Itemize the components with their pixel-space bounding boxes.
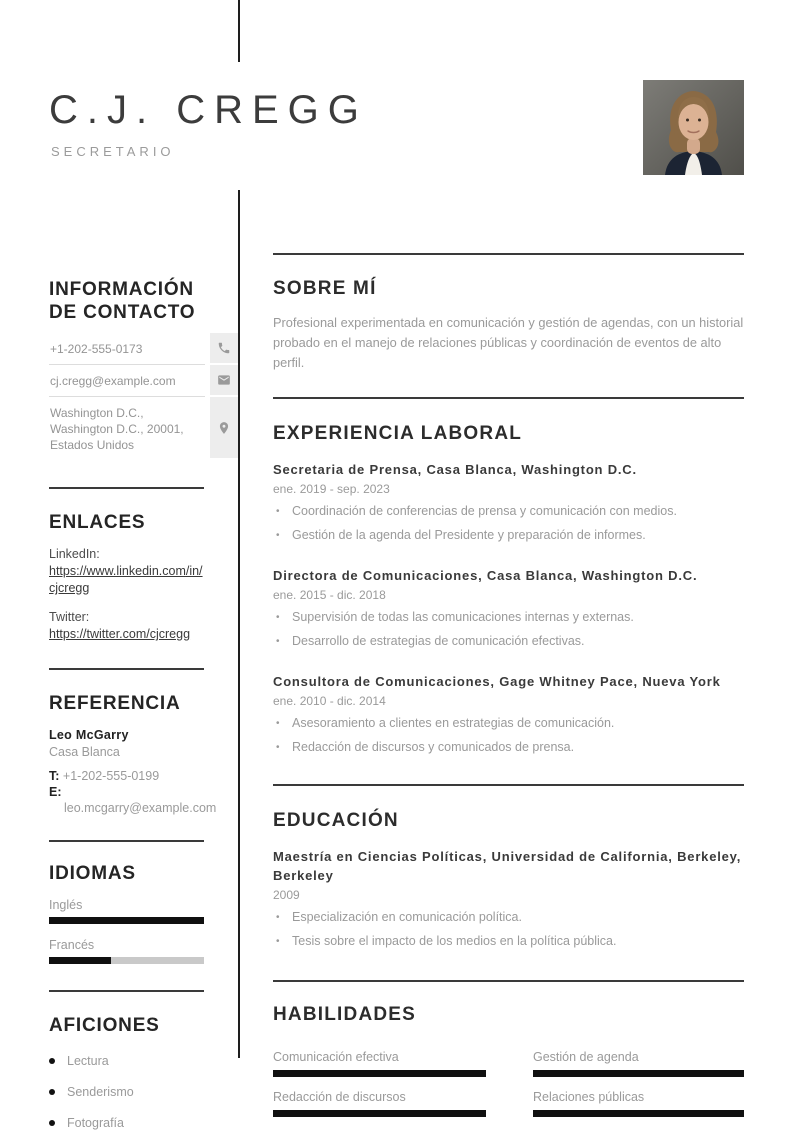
job-dates: ene. 2015 - dic. 2018 (273, 588, 386, 602)
job-bullets (273, 609, 744, 650)
education-entry (273, 847, 744, 950)
section-rule (49, 487, 204, 489)
hobby-label: Lectura (67, 1054, 109, 1068)
hobbies-heading: AFICIONES (49, 1015, 160, 1036)
skills-heading: HABILIDADES (273, 1004, 417, 1025)
experience-heading: EXPERIENCIA LABORAL (273, 423, 523, 444)
right-column (273, 253, 744, 1117)
job-bullets (273, 715, 744, 756)
languages-list (49, 898, 204, 964)
language-item (49, 898, 204, 924)
left-column (49, 278, 238, 1130)
section-rule (273, 784, 744, 786)
language-name: Inglés (49, 898, 83, 912)
language-item (49, 938, 204, 964)
contact-row-email (49, 365, 238, 397)
skills-list (273, 1050, 744, 1117)
phone-icon (210, 333, 238, 363)
contact-row-address (49, 397, 238, 460)
reference-company: Casa Blanca (49, 745, 120, 759)
skill-bar (273, 1110, 486, 1117)
education-bullet: • Especialización en comunicación política. (273, 909, 744, 926)
bullet-dot (49, 1089, 55, 1095)
reference-email (49, 784, 217, 816)
skill-bar (533, 1110, 744, 1117)
contact-list (49, 333, 238, 460)
profile-photo (643, 80, 744, 175)
education-year: 2009 (273, 888, 300, 902)
hobby-item (49, 1116, 204, 1130)
hobby-label: Fotografía (67, 1116, 124, 1130)
skill-item (273, 1090, 486, 1117)
skill-bar-fill (273, 1110, 486, 1117)
about-heading: SOBRE MÍ (273, 278, 377, 299)
envelope-icon (210, 365, 238, 395)
skill-bar-fill (533, 1070, 744, 1077)
job-dates: ene. 2019 - sep. 2023 (273, 482, 390, 496)
job-bullets (273, 503, 744, 544)
reference-block (49, 728, 217, 816)
language-bar (49, 957, 204, 964)
job-title: Secretaria de Prensa, Casa Blanca, Washington D.C. (273, 462, 637, 477)
hobby-label: Senderismo (67, 1085, 134, 1099)
reference-phone-value: +1-202-555-0199 (62, 769, 160, 783)
hobby-item (49, 1054, 204, 1068)
language-bar (49, 917, 204, 924)
job-bullet: • Gestión de la agenda del Presidente y preparación de informes. (273, 527, 744, 544)
skill-item (533, 1050, 744, 1077)
skill-name: Redacción de discursos (273, 1090, 406, 1104)
links-list (49, 547, 204, 643)
section-rule (49, 990, 204, 992)
person-name: C.J. CREGG (49, 88, 368, 132)
skill-bar (273, 1070, 486, 1077)
job-bullet: • Supervisión de todas las comunicaciones internas y externas. (273, 609, 744, 626)
contact-phone-value: +1-202-555-0173 (49, 333, 205, 365)
contact-email-value: cj.cregg@example.com (49, 365, 205, 397)
skill-name: Gestión de agenda (533, 1050, 639, 1064)
reference-name: Leo McGarry (49, 728, 129, 742)
person-title: SECRETARIO (51, 144, 175, 159)
section-rule (49, 668, 204, 670)
skill-name: Relaciones públicas (533, 1090, 645, 1104)
language-bar-fill (49, 957, 111, 964)
reference-phone-label: T: (49, 769, 60, 783)
reference-email-label: E: (49, 785, 62, 799)
section-rule (273, 980, 744, 982)
education-degree: Maestría en Ciencias Políticas, Universidad de California, Berkeley, Berkeley (273, 849, 742, 883)
section-rule (49, 840, 204, 842)
links-heading: ENLACES (49, 512, 146, 533)
job-entry (273, 672, 744, 756)
skill-bar-fill (273, 1070, 486, 1077)
top-divider-line (238, 0, 240, 62)
contact-heading: INFORMACIÓN DE CONTACTO (49, 279, 196, 323)
education-heading: EDUCACIÓN (273, 810, 399, 831)
language-bar-fill (49, 917, 204, 924)
job-bullet: • Desarrollo de estrategias de comunicación efectivas. (273, 633, 744, 650)
section-rule (273, 397, 744, 399)
twitter-link[interactable]: https://twitter.com/cjcregg (49, 627, 191, 641)
languages-heading: IDIOMAS (49, 863, 136, 884)
link-label-twitter: Twitter: (49, 610, 90, 624)
skill-item (533, 1090, 744, 1117)
bullet-dot (49, 1120, 55, 1126)
job-entry (273, 460, 744, 544)
location-pin-icon (210, 397, 238, 458)
job-dates: ene. 2010 - dic. 2014 (273, 694, 386, 708)
job-title: Directora de Comunicaciones, Casa Blanca, Washington D.C. (273, 568, 698, 583)
language-name: Francés (49, 938, 95, 952)
reference-heading: REFERENCIA (49, 693, 181, 714)
job-bullet: • Redacción de discursos y comunicados de prensa. (273, 739, 744, 756)
reference-phone (49, 768, 204, 784)
education-bullets (273, 909, 744, 950)
job-entry (273, 566, 744, 650)
section-rule (273, 253, 744, 255)
education-bullet: • Tesis sobre el impacto de los medios en la política pública. (273, 933, 744, 950)
about-text: Profesional experimentada en comunicación y gestión de agendas, con un historial probado en el manejo de relaciones públicas y coordinación de eventos de alto perfil. (273, 315, 744, 370)
skill-bar-fill (533, 1110, 744, 1117)
reference-email-value: leo.mcgarry@example.com (64, 801, 217, 815)
job-bullet: • Asesoramiento a clientes en estrategias de comunicación. (273, 715, 744, 732)
linkedin-link[interactable]: https://www.linkedin.com/in/cjcregg (49, 564, 203, 595)
main-divider-line (238, 190, 240, 1058)
skill-item (273, 1050, 486, 1077)
job-title: Consultora de Comunicaciones, Gage Whitney Pace, Nueva York (273, 674, 721, 689)
hobby-item (49, 1085, 204, 1099)
contact-address-value: Washington D.C., Washington D.C., 20001, Estados Unidos (50, 406, 184, 452)
job-bullet: • Coordinación de conferencias de prensa y comunicación con medios. (273, 503, 744, 520)
bullet-dot (49, 1058, 55, 1064)
skill-bar (533, 1070, 744, 1077)
contact-row-phone (49, 333, 238, 365)
skill-name: Comunicación efectiva (273, 1050, 399, 1064)
hobbies-list (49, 1054, 204, 1130)
link-label-linkedin: LinkedIn: (49, 547, 100, 561)
